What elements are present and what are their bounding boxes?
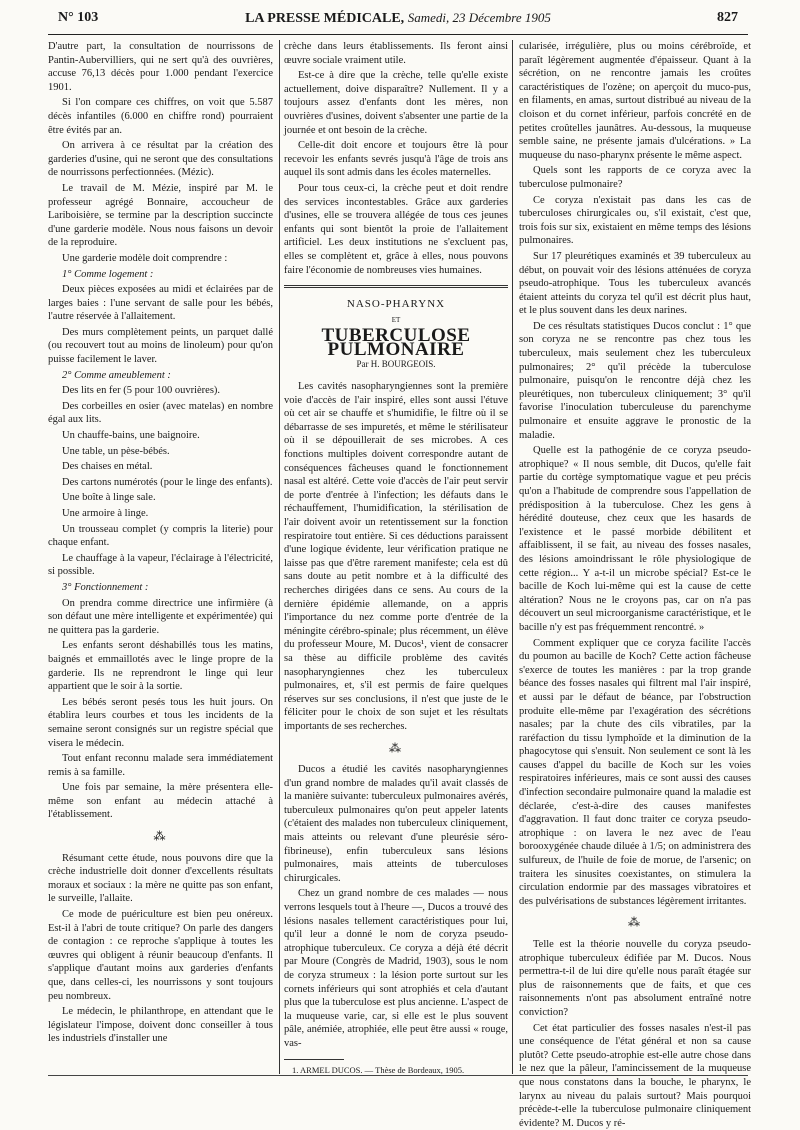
paragraph: Des lits en fer (5 pour 100 ouvrières). — [62, 385, 221, 397]
paragraph: cularisée, irrégulière, plus ou moins cérébroïde, et paraît légèrement augmentée d'épaisseur. Quant à la sécrétion, on ne rencontre jamais les croûtes caractéristiques de l'ozène; on aperçoit du muco-pus, en filaments, en amas, surtout distribué au niveau de la cloison et du cornet inférieur, parfois concrété en de petites croûtelles jaunâtres. Au-dessous, la muqueuse semble saine, ne présente jamais d'ulcérations. » La muqueuse du naso-pharynx présente le même aspect. — [519, 41, 751, 161]
page-number: 827 — [717, 10, 738, 25]
footnote: 1. ARMEL DUCOS. — Thèse de Bordeaux, 1905. — [292, 1064, 465, 1075]
paragraph: Des corbeilles en osier (avec matelas) en nombre égal aux lits. — [48, 400, 273, 426]
section-break-stars: ⁂ — [153, 829, 168, 844]
bottom-rule — [48, 1075, 748, 1076]
paragraph: Deux pièces exposées au midi et éclairées par de larges baies : l'une servant de salle pour les bébés, l'autre réservée à l'allaitement. — [48, 284, 273, 323]
article-author: Par H. BOURGEOIS. — [356, 359, 436, 370]
section-break-stars: ⁂ — [389, 740, 403, 755]
footnote-rule — [284, 1059, 344, 1060]
paragraph: Comment expliquer que ce coryza facilite l'accès du poumon au bacille de Koch? Cette action fâcheuse s'exerce de toutes les manières : par la trop grande béance des fosses nasales qui filtrent mal l'air inspiré, et aussi par le défaut de béance, par l'obstruction produite elle-même par l'exagération des sécrétions nasales; par la chute des cils vibratiles, par la raréfaction du tissu lymphoïde et la diminution de la phagocytose qui s'ensuit. Non seulement ce sont là les causes d'appel du bacille de Koch sur les voies respiratoires inférieures, mais ce sont aussi des causes d'infection secondaire pulmonaire quand la maladie est déclarée, c'est-à-dire des causes manifestes d'aggravation. Il faut donc traiter ce coryza pseudo-atrophique : on lavera le nez avec de l'eau borooxygénée chaude diluée à 1/5; on administrera des sulfureux, de l'huile de foie de morue, de l'arsenic; on traitera les sinusites coexistantes, on stimulera la circulation endormie par des massages vibratoires et des pulvérisations de substances légèrement irritantes. — [519, 637, 751, 907]
article-title-part-1: NASO-PHARYNX — [346, 298, 446, 311]
paragraph: 2° Comme ameublement : — [62, 369, 171, 381]
paragraph: Pour tous ceux-ci, la crèche peut et doit rendre des services incontestables. Grâce aux garderies d'usines, elle se trouvera allégée de tous ces jeunes enfants qui sont bientôt la proie de l'allaitement artificiel. Les deux institutions ne s'excluent pas, elles se complètent et, grâce à elles, nous pouvons faire l'économie de nombreuses vies humaines. — [284, 182, 508, 276]
issue-date: Samedi, 23 Décembre 1905 — [407, 10, 551, 25]
paragraph: Résumant cette étude, nous pouvons dire que la crèche industrielle doit donner d'excellents résultats moraux et sociaux : la mère ne quitte pas son enfant, le surveille, l'allaite. — [48, 852, 273, 905]
paragraph: Cet état particulier des fosses nasales n'est-il pas une conséquence de l'état général et non sa cause plutôt? Cette pseudo-atrophie est-elle autre chose dans le nez que la pâleur, l'amincissement de la muqueuse que nous constatons dans la bouche, le pharynx, le larynx au niveau du palais surtout? Mais pourquoi précède-t-elle la tuberculose pulmonaire cliniquement évidente? M. Ducos y ré- — [519, 1022, 751, 1129]
journal-name: LA PRESSE MÉDICALE, — [245, 11, 405, 26]
paragraph: 3° Fonctionnement : — [62, 581, 149, 593]
paragraph: Tout enfant reconnu malade sera immédiatement remis à sa famille. — [48, 753, 273, 778]
journal-title — [58, 10, 738, 27]
paragraph: Telle est la théorie nouvelle du coryza pseudo-atrophique tuberculeux édifiée par M. Ducos. Nous permettra-t-il de lui dire qu'elle nous paraît étagée sur plus de raisonnements que de faits, et que ces raisonnements n'ont pas absolument entraîné notre conviction? — [519, 939, 751, 1018]
paragraph: Une armoire à linge. — [62, 508, 149, 519]
article-body — [284, 380, 508, 1051]
paragraph: Des cartons numérotés (pour le linge des enfants). — [62, 476, 273, 488]
header-rule — [48, 34, 748, 35]
paragraph: Une fois par semaine, la mère présentera elle-même son enfant au médecin attaché à l'établissement. — [48, 782, 273, 821]
paragraph: Ce coryza n'existait pas dans les cas de tuberculoses chirurgicales ou, s'il existait, c'est que, trois fois sur six, existaient en même temps des lésions pulmonaires. — [519, 194, 751, 247]
paragraph: Les cavités nasopharyngiennes sont la première voie d'accès de l'air inspiré, elles sont aussi l'étuve où cet air se chauffe et s'humidifie, le filtre où il se débarrasse de ses impuretés, et même le stérilisateur où il se dépouillerait de ses microbes. A ces fonctions multiples doivent correspondre autant de conséquences fâcheuses quand le fonctionnement nasal est altéré. Cette voie d'accès de l'air peut servir de porte d'entrée à l'infection; les défauts dans le réchauffement, l'humidification, la stérilisation de l'air doivent avoir un retentissement sur la fonction respiratoire tout entière. Si ces déductions paraissent d'une logique évidente, leur vérification pratique ne laisse pas que d'être rarement manifeste; cela est dû sans doute au petit nombre et à la difficulté des recherches dirigées dans ce sens. Au cours de la dernière épidémie allemande, on a appris l'importance du nez comme porte d'entrée de la méningite cérébro-spinale; plus récemment, un élève du professeur Moure, M. Ducos¹, vient de consacrer sa thèse au difficile problème des cavités nasopharyngiennes chez les tuberculeux pulmonaires, et, s'il est permis de faire quelques réserves sur ses conclusions, il n'est que juste de le féliciter pour le choix de son sujet et les résultats importants de ses recherches. — [284, 381, 508, 732]
paragraph: Quels sont les rapports de ce coryza avec la tuberculose pulmonaire? — [519, 165, 751, 190]
paragraph: Quelle est la pathogénie de ce coryza pseudo-atrophique? « Il nous semble, dit Ducos, qu'elle fait partie du cortège symptomatique vague et peu précis qu'on a l'habitude de comprendre sous l'appellation de prédisposition à la tuberculose. Chez les gens à hérédité douteuse, chez ceux que les hasards de l'existence et le passé morbide débilitent et affaiblissent, il se fait, au niveau des fosses nasales, des lésions amoindrissant le rôle physiologique de cette région... Y a-t-il un microbe spécial? Est-ce le bacille de Koch lui-même qui est la cause de cette altération? Nous ne le croyons pas, car on n'a pas découvert un seul microorganisme caractéristique, et le bacille n'y est pas fréquemment rencontré. » — [519, 445, 751, 633]
paragraph: Des chaises en métal. — [62, 461, 153, 473]
paragraph: Une boîte à linge sale. — [62, 492, 156, 504]
article-title-part-2: TUBERCULOSE PULMONAIRE — [321, 325, 471, 360]
paragraph: Un chauffe-bains, une baignoire. — [62, 430, 200, 442]
paragraph: Si l'on compare ces chiffres, on voit que 5.587 décès infantiles (6.000 en chiffre rond) pourraient être évités par an. — [48, 97, 273, 136]
paragraph: Un trousseau complet (y compris la literie) pour chaque enfant. — [48, 523, 273, 549]
paragraph: crèche dans leurs établissements. Ils feront ainsi œuvre sociale vraiment utile. — [284, 41, 508, 66]
paragraph: 1° Comme logement : — [62, 268, 154, 280]
paragraph: Une garderie modèle doit comprendre : — [62, 252, 228, 264]
column-3 — [519, 40, 751, 1129]
issue-number: N° 103 — [58, 10, 99, 25]
paragraph: D'autre part, la consultation de nourrissons de Pantin-Aubervilliers, qui ne sert qu'à des ouvrières, accuse 76,13 décès pour 1.000 pendant l'exercice 1901. — [48, 41, 273, 93]
paragraph: Est-ce à dire que la crèche, telle qu'elle existe actuellement, doive disparaître? Nullement. Il y a toujours assez d'enfants dont les mères, non ouvrières d'usines, doivent s'absenter une partie de la journée et ont besoin de la crèche. — [284, 70, 508, 136]
page-header — [58, 8, 738, 30]
paragraph: Des murs complètement peints, un parquet dallé (ou recouvert tout au moins de linoleum) pour qu'on puisse facilement le laver. — [48, 326, 273, 366]
paragraph: On arrivera à ce résultat par la création des garderies d'usine, qui ne seront que des consultations de nourrissons perfectionnées. (Mézic). — [48, 140, 273, 179]
column-2 — [279, 40, 513, 1074]
column-1 — [48, 40, 273, 1074]
paragraph: Le travail de M. Mézie, inspiré par M. le professeur agrégé Bonnaire, accoucheur de Lariboisière, se termine par la description succincte d'une garderie modèle. Nous nous faisons un devoir de la reproduire. — [48, 182, 273, 249]
paragraph: Le médecin, le philanthrope, en attendant que le législateur l'impose, doivent donc conseiller à tous les industriels d'installer une — [48, 1006, 273, 1045]
paragraph: Chez un grand nombre de ces malades — nous verrons lesquels tout à l'heure —, Ducos a trouvé des lésions nasales tellement caractéristiques pour lui, qu'il leur a donné le nom de coryza pseudo-atrophique tuberculeux. Ce coryza a déjà été décrit par Moure (Congrès de Madrid, 1903), sous le nom de coryza strumeux : la lésion porte surtout sur les cornets inférieurs qui sont atrophiés et cela d'autant plus que la tuberculose est plus ancienne. L'aspect de la muqueuse varie, car, si elle est le plus souvent pâle, anémiée, atrophiée, elle peut être aussi « rouge, vas- — [284, 888, 508, 1049]
article-separator — [284, 285, 508, 288]
paragraph: De ces résultats statistiques Ducos conclut : 1° que son coryza ne se rencontre pas chez tous les tuberculeux, mais seulement chez les tuberculeux pulmonaires; 2° qu'il précède la tuberculose pulmonaire, puisqu'on le rencontre déjà chez les pleurétiques, non tuberculeux cliniquement; 3° qu'il favorise l'inoculation tuberculeuse du parenchyme pulmonaire et ensuite aggrave le pronostic de la maladie. — [519, 320, 751, 441]
paragraph: On prendra comme directrice une infirmière (à son défaut une mère intelligente et expérimentée) qui ne quittera pas la garderie. — [48, 597, 273, 636]
paragraph: Les bébés seront pesés tous les huit jours. On établira leurs courbes et tous les incidents de la semaine seront consignés sur un registre spécial que visera le médecin. — [48, 696, 273, 749]
column-2-continuation — [284, 40, 508, 277]
paragraph: Les enfants seront déshabillés tous les matins, baignés et emmaillotés avec le linge propre de la garderie. Ils ne reprendront le linge qui leur appartient que le soir à la sortie. — [48, 640, 273, 693]
paragraph: Celle-dit doit encore et toujours être là pour recevoir les enfants sevrés jusqu'à l'âge de trois ans auquel ils sont admis dans les écoles maternelles. — [284, 140, 508, 179]
paragraph: Une table, un pèse-bébés. — [62, 445, 170, 457]
section-break-stars: ⁂ — [628, 915, 642, 930]
paragraph: Sur 17 pleurétiques examinés et 39 tuberculeux au début, on pouvait voir des lésions atténuées de coryza pseudo-atrophique. Tous les tuberculeux avancés étaient atteints du coryza tel qu'il est décrit plus haut, et le plus souvent dans les deux narines. — [519, 250, 751, 317]
paragraph: Ducos a étudié les cavités nasopharyngiennes d'un grand nombre de malades qu'il avait classés de la manière suivante: tuberculeux pulmonaires avérés, tuberculeux pulmonaires qu'on peut appeler latents (c'étaient des malades non tuberculeux cliniquement, mais atteints ou relevant d'une pleurésie séro-fibrineuse), enfin tuberculeux sans lésions pulmonaires, mais atteints de tuberculoses chirurgicales. — [284, 764, 508, 884]
article-title-conjunction: ET — [391, 315, 401, 324]
paragraph: Le chauffage à la vapeur, l'éclairage à l'électricité, si possible. — [48, 552, 273, 578]
paragraph: Ce mode de puériculture est bien peu onéreux. Est-il à l'abri de toute critique? On parle des dangers de contagion : ce reproche s'applique à toutes les œuvres qui obligent à réunir beaucoup d'enfants. Il s'applique d'autant moins aux garderies d'enfants que, dans celles-ci, les nourrissons y sont toujours peu nombreux. — [48, 909, 273, 1002]
